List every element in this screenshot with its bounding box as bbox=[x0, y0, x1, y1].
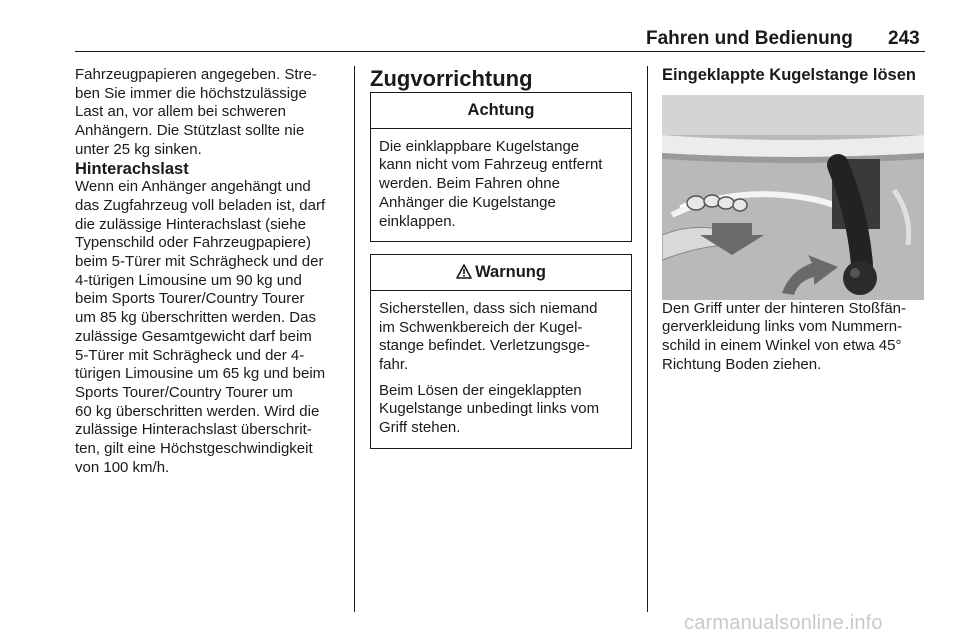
warning-heading: Warnung bbox=[475, 263, 546, 282]
column-left bbox=[75, 66, 347, 477]
column-right bbox=[662, 66, 930, 375]
rear-axle-load-paragraph: Wenn ein Anhänger angehängt und das Zugfahrzeug voll beladen ist, darf die zulässige Hinterachslast (siehe Typenschild oder Fahrzeugpapiere) beim 5-Türer mit Schrägheck und der 4-türigen Limousine um 90 kg und beim Sports Tourer/Country Tourer um 85 kg überschritten werden. Das zulässige Gesamtgewicht darf beim 5-Türer mit Schrägheck und der 4- türigen Limousine um 65 kg und beim Sports Tourer/Country Tourer um 60 kg überschritten werden. Wird die zulässige Hinterachslast überschrit- ten, gilt eine Höchstgeschwindigkeit von 100 km/h. bbox=[75, 178, 326, 476]
column-divider-left bbox=[354, 66, 355, 612]
caution-heading: Achtung bbox=[371, 93, 631, 129]
column-divider-right bbox=[647, 66, 648, 612]
page-header-title: Fahren und Bedienung bbox=[646, 28, 853, 49]
rear-axle-load-heading: Hinterachslast bbox=[75, 159, 189, 178]
warning-text-2: Beim Lösen der eingeklappten Kugelstange unbedingt links vom Griff stehen. bbox=[379, 381, 600, 437]
release-instruction-caption: Den Griff unter der hinteren Stoßfän- gerverkleidung links vom Nummern- schild in einem Winkel von etwa 45° Richtung Boden ziehen. bbox=[662, 299, 907, 373]
watermark: carmanualsonline.info bbox=[684, 612, 883, 634]
warning-text-1: Sicherstellen, dass sich niemand im Schwenkbereich der Kugel- stange befindet. Verletzungsge- fahr. bbox=[379, 299, 598, 374]
column-middle bbox=[370, 66, 632, 461]
warning-triangle-icon bbox=[456, 264, 472, 279]
warning-box bbox=[370, 254, 632, 449]
caution-box bbox=[370, 92, 632, 242]
warning-header bbox=[371, 255, 631, 291]
release-ball-bar-heading: Eingeklappte Kugelstange lösen bbox=[662, 66, 916, 84]
section-title: Zugvorrichtung bbox=[370, 66, 533, 91]
towbar-illustration bbox=[662, 95, 924, 300]
header-rule bbox=[75, 51, 925, 52]
intro-paragraph: Fahrzeugpapieren angegeben. Stre- ben Sie immer die höchstzulässige Last an, vor allem bei schweren Anhängern. Die Stützlast sollte nie unter 25 kg sinken. bbox=[75, 66, 317, 158]
page-number: 243 bbox=[888, 28, 920, 49]
caution-text: Die einklappbare Kugelstange kann nicht vom Fahrzeug entfernt werden. Beim Fahren ohne Anhänger die Kugelstange einklappen. bbox=[379, 137, 603, 230]
